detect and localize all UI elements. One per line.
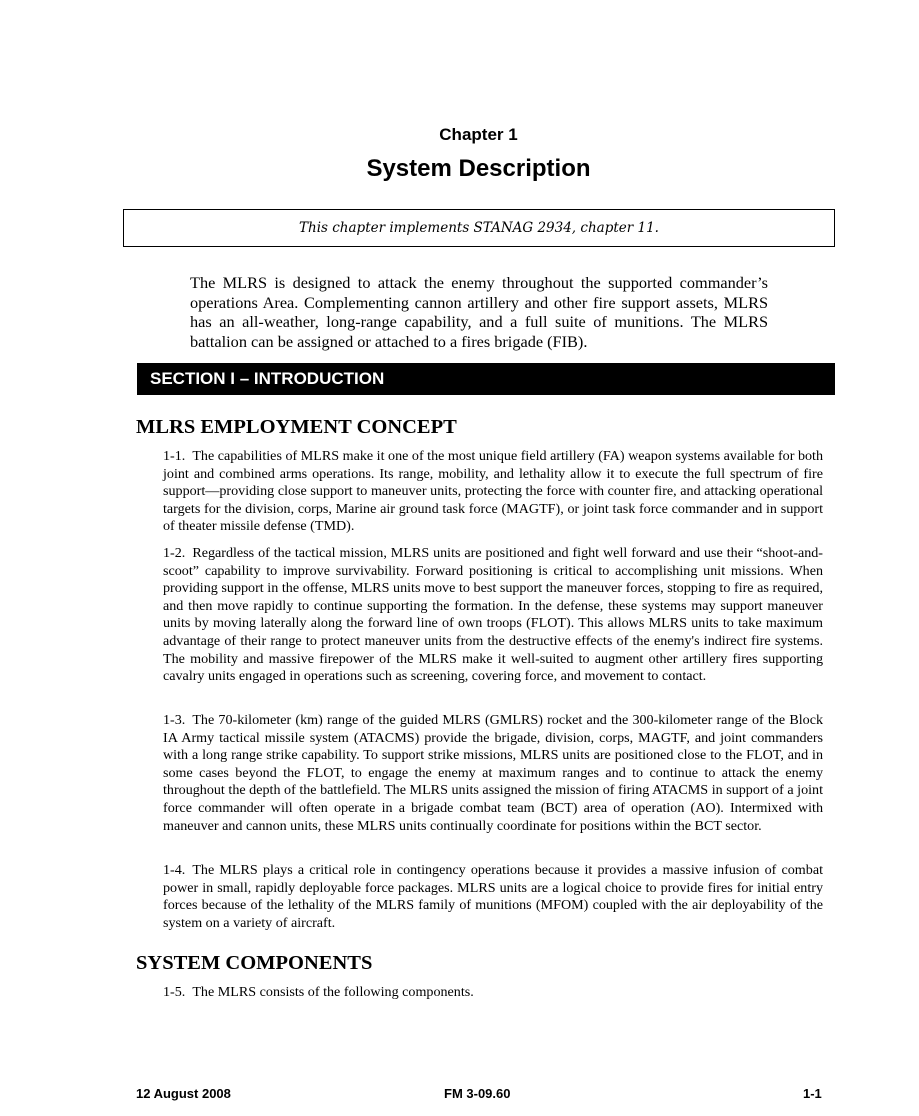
- paragraph-1-3: [163, 712, 823, 835]
- footer-page-number: 1-1: [803, 1086, 822, 1101]
- footer-date: 12 August 2008: [136, 1086, 231, 1101]
- system-components-heading: SYSTEM COMPONENTS: [136, 952, 373, 974]
- paragraph-number: 1-2.: [163, 545, 186, 561]
- paragraph-number: 1-4.: [163, 862, 186, 878]
- paragraph-1-5: [163, 984, 823, 1002]
- paragraph-number: 1-1.: [163, 448, 186, 464]
- paragraph-number: 1-3.: [163, 712, 186, 728]
- stanag-note-text: This chapter implements STANAG 2934, chapter 11.: [299, 220, 659, 236]
- section-title: SECTION I – INTRODUCTION: [150, 369, 385, 388]
- chapter-label: Chapter 1: [439, 125, 518, 144]
- paragraph-text: The MLRS consists of the following components.: [192, 984, 474, 1000]
- paragraph-1-4: [163, 862, 823, 932]
- paragraph-1-1: [163, 448, 823, 536]
- section-heading-bar: [137, 363, 835, 395]
- paragraph-text: The 70-kilometer (km) range of the guided MLRS (GMLRS) rocket and the 300-kilometer range of the Block IA Army tactical missile system (ATACMS) provide the brigade, division, corps, MAGTF, and joint commanders with a long range strike capability. To support strike missions, MLRS units are positioned close to the FLOT, and in some cases beyond the FLOT, to engage the enemy at maximum ranges and to continue to attack the enemy throughout the depth of the battlefield. The MLRS units assigned the mission of firing ATACMS in support of a joint force commander will often operate in a brigade combat team (BCT) area of operation (AO). Intermixed with maneuver and cannon units, these MLRS units continually coordinate for positions within the BCT sector.: [163, 712, 823, 834]
- stanag-note-box: [123, 209, 835, 247]
- footer-document-id: FM 3-09.60: [444, 1086, 511, 1101]
- paragraph-text: Regardless of the tactical mission, MLRS units are positioned and fight well forward and use their “shoot-and-scoot” capability to improve survivability. Forward positioning is critical to accomplishing unit missions. When providing support in the offense, MLRS units move to best support the maneuver forces, stopping to fire as required, and then move rapidly to continue supporting the formation. In the defense, these systems may support maneuver units by moving laterally along the forward line of own troops (FLOT). This allows MLRS units to take maximum advantage of their range to protect maneuver units from the destructive effects of the enemy's indirect fire systems. The mobility and massive firepower of the MLRS make it well-suited to augment other artillery fires supporting cavalry units engaged in operations such as screening, covering force, and movement to contact.: [163, 545, 823, 685]
- intro-paragraph: The MLRS is designed to attack the enemy throughout the supported commander’s operations Area. Complementing cannon artillery and other fire support assets, MLRS has an all-weather, long-range capability, and a full suite of munitions. The MLRS battalion can be assigned or attached to a fires brigade (FIB).: [190, 273, 768, 351]
- paragraph-1-2: [163, 545, 823, 686]
- paragraph-text: The MLRS plays a critical role in contingency operations because it provides a massive infusion of combat power in small, rapidly deployable force packages. MLRS units are a logical choice to provide fires for initial entry forces because of the lethality of the MLRS family of munitions (MFOM) coupled with the air deployability of the system on a variety of aircraft.: [163, 862, 823, 931]
- chapter-title: System Description: [366, 155, 591, 182]
- paragraph-number: 1-5.: [163, 984, 186, 1000]
- employment-concept-heading: MLRS EMPLOYMENT CONCEPT: [136, 416, 457, 438]
- paragraph-text: The capabilities of MLRS make it one of the most unique field artillery (FA) weapon systems available for both joint and combined arms operations. Its range, mobility, and lethality allow it to execute the full spectrum of fire support—providing close support to maneuver units, protecting the force with counter fire, and attacking operational targets for the division, corps, Marine air ground task force (MAGTF), or joint task force commander and in support of theater missile defense (TMD).: [163, 448, 823, 535]
